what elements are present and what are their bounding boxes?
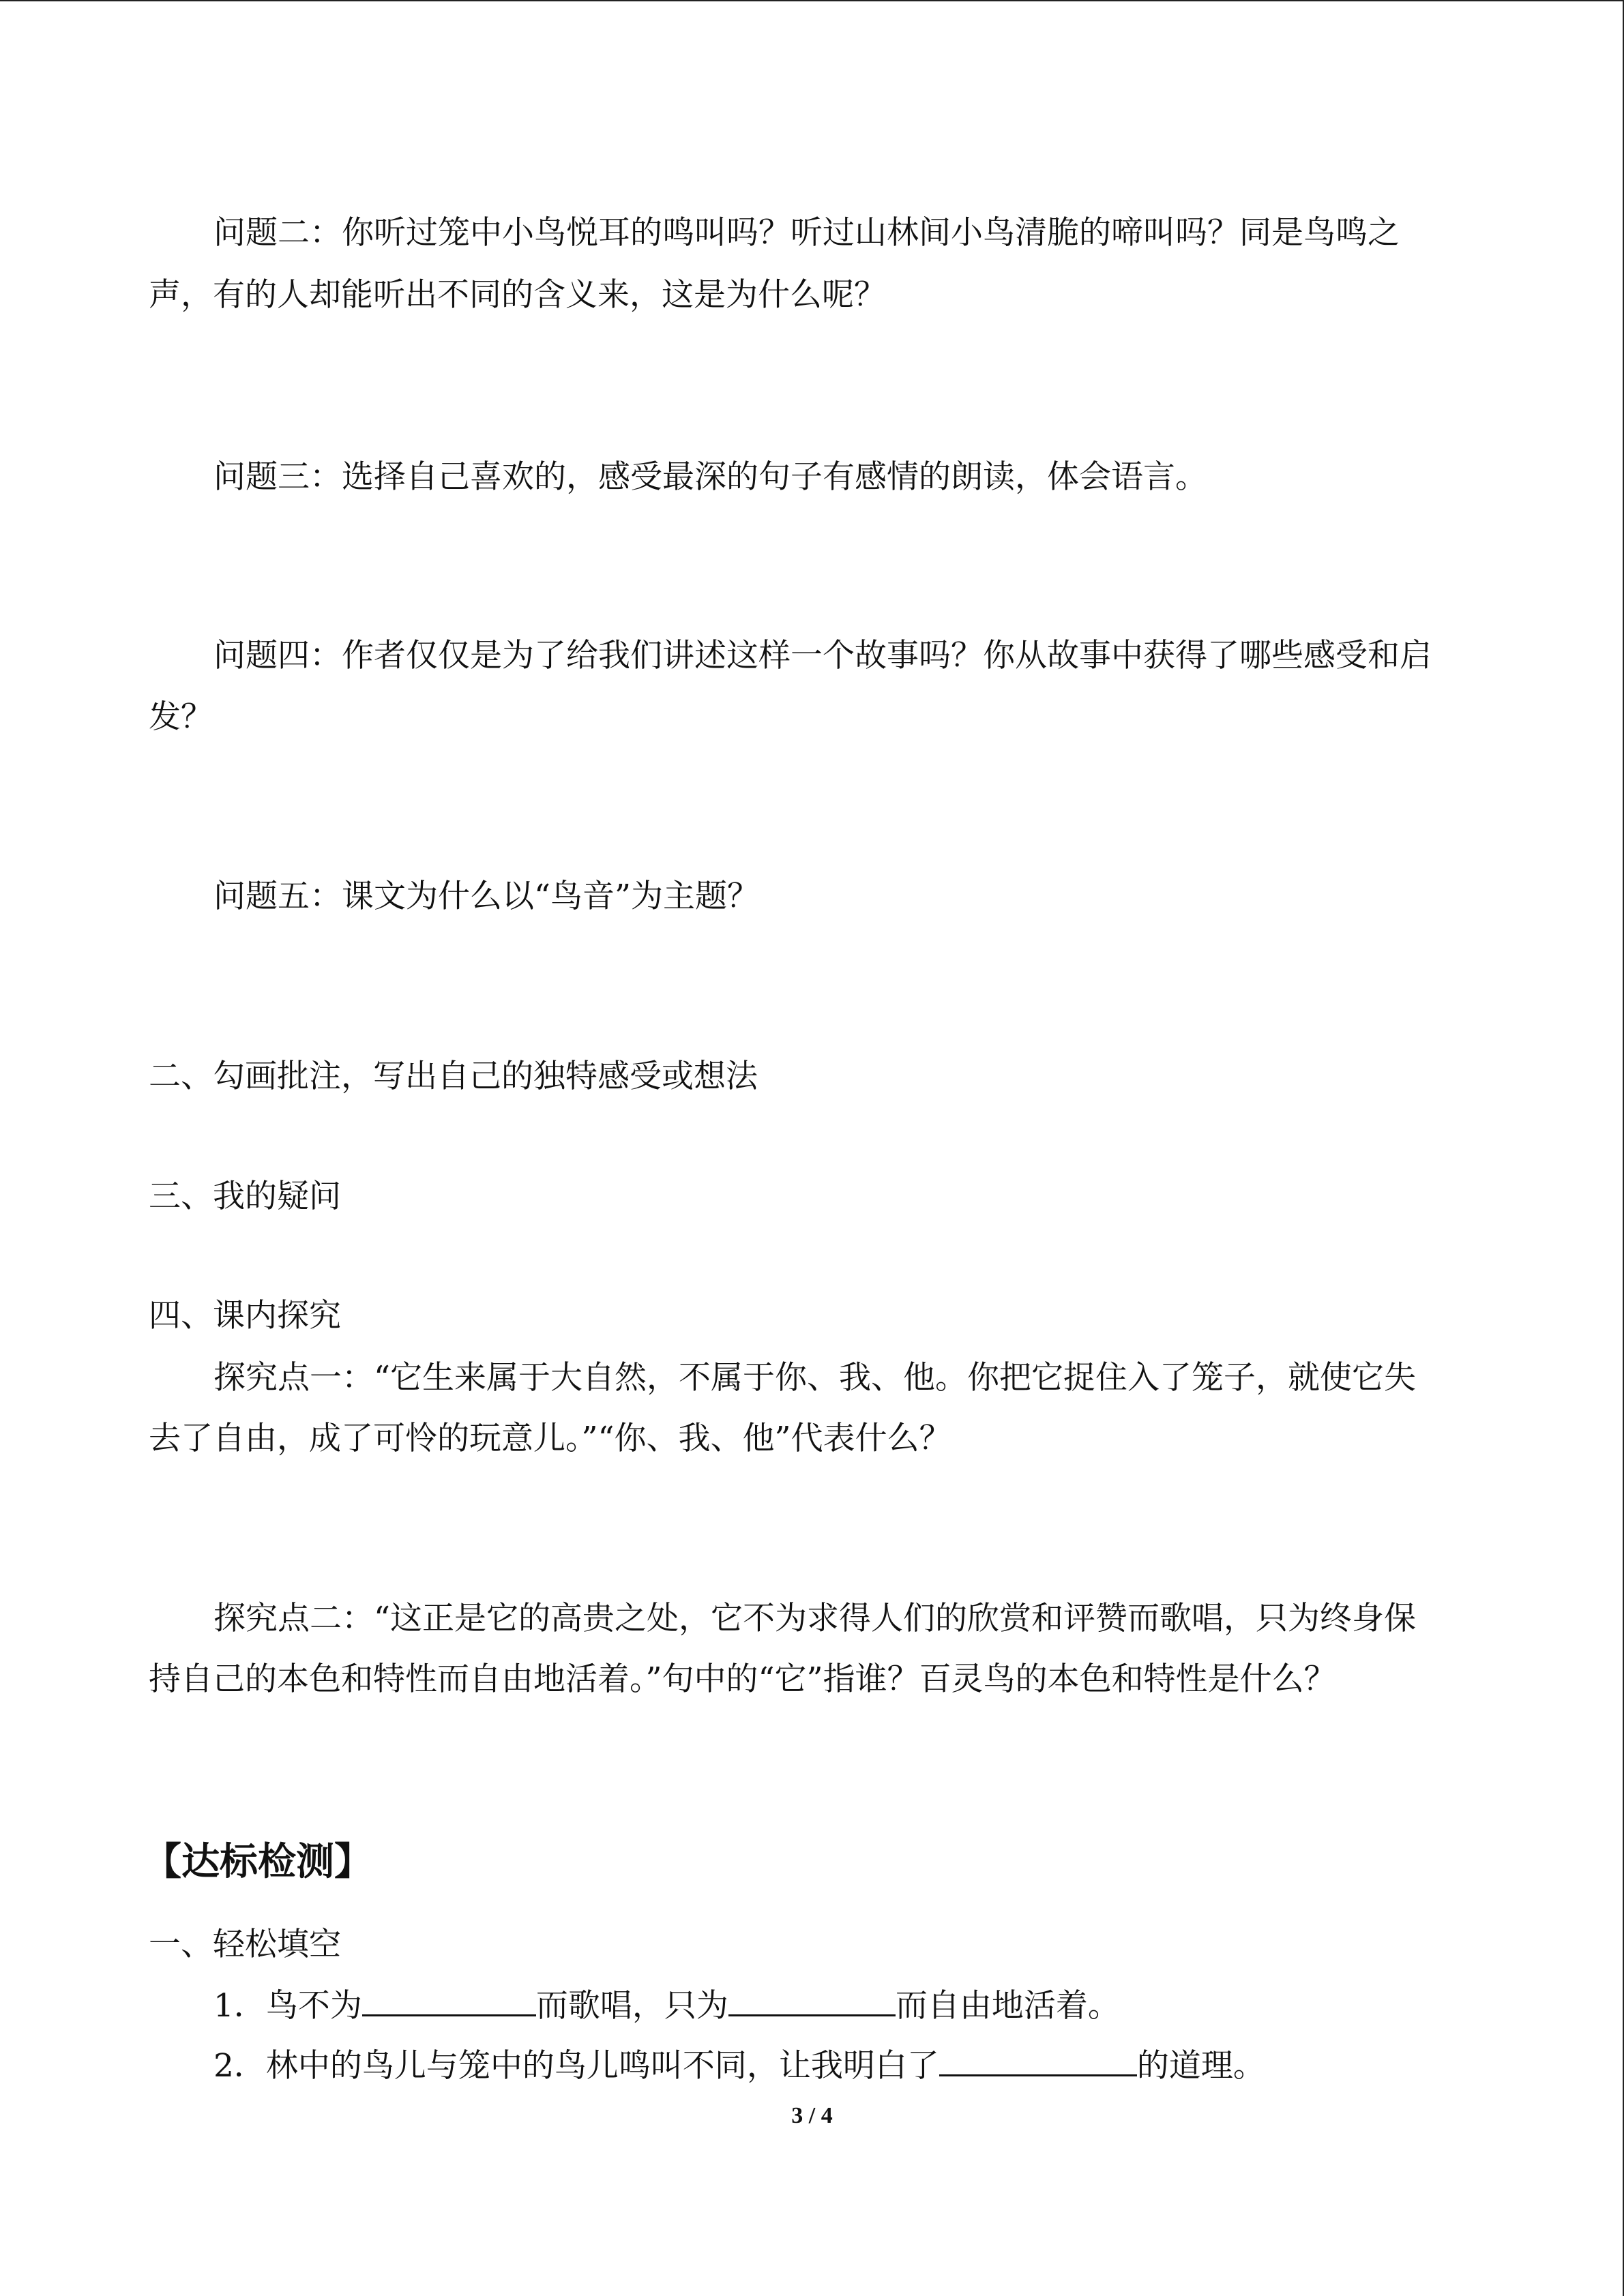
probe-two-line-1: 探究点二：“这正是它的高贵之处，它不为求得人们的欣赏和评赞而歌唱，只为终身保 — [213, 1600, 1417, 1637]
question-two-line-2: 声，有的人却能听出不同的含义来，这是为什么呢？ — [149, 276, 886, 314]
probe-one-line-1: 探究点一：“它生来属于大自然，不属于你、我、他。你把它捉住入了笼子，就使它失 — [213, 1359, 1417, 1397]
fill-blank-question-2 — [213, 2046, 1523, 2085]
answer-blank-3[interactable] — [939, 2046, 1137, 2076]
question-four-line-2: 发？ — [149, 698, 213, 736]
test-section-heading: 【达标检测】 — [143, 1839, 372, 1884]
answer-blank-1[interactable] — [362, 1986, 536, 2016]
answer-blank-2[interactable] — [728, 1986, 896, 2016]
question-two-line-1: 问题二：你听过笼中小鸟悦耳的鸣叫吗？听过山林间小鸟清脆的啼叫吗？同是鸟鸣之 — [213, 214, 1400, 252]
section-three-heading: 三、我的疑问 — [149, 1178, 341, 1215]
fill-blank-question-1 — [213, 1986, 1523, 2025]
fill-1-middle: 而歌唱，只为 — [535, 1987, 728, 2025]
probe-two-line-2: 持自己的本色和特性而自由地活着。”句中的“它”指谁？百灵鸟的本色和特性是什么？ — [149, 1660, 1336, 1698]
probe-one-line-2: 去了自由，成了可怜的玩意儿。”“你、我、他”代表什么？ — [149, 1420, 951, 1457]
fill-2-prefix: 2．林中的鸟儿与笼中的鸟儿鸣叫不同，让我明白了 — [213, 2047, 939, 2085]
question-four-line-1: 问题四：作者仅仅是为了给我们讲述这样一个故事吗？你从故事中获得了哪些感受和启 — [213, 637, 1432, 674]
question-five: 问题五：课文为什么以“鸟音”为主题？ — [213, 878, 760, 915]
fill-1-suffix: 而自由地活着。 — [895, 1987, 1120, 2025]
fill-1-prefix: 1．鸟不为 — [213, 1987, 362, 2025]
question-three: 问题三：选择自己喜欢的，感受最深的句子有感情的朗读，体会语言。 — [213, 458, 1207, 496]
page-number: 3 / 4 — [791, 2103, 833, 2128]
fill-2-suffix: 的道理。 — [1136, 2047, 1265, 2085]
fill-blank-heading: 一、轻松填空 — [149, 1926, 341, 1963]
section-two-heading: 二、勾画批注，写出自己的独特感受或想法 — [149, 1058, 758, 1095]
section-four-heading: 四、课内探究 — [149, 1297, 341, 1335]
